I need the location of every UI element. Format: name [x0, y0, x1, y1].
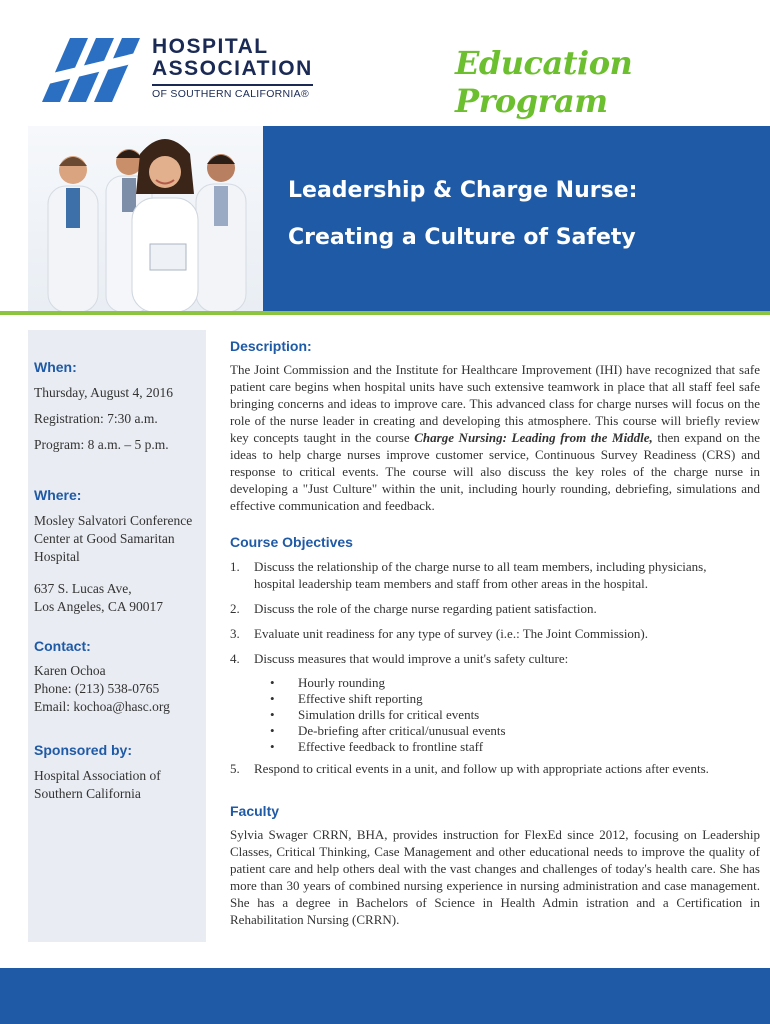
- sponsor-name: Hospital Association of Southern California: [34, 768, 161, 801]
- bullet-icon: •: [270, 675, 275, 690]
- contact-name: Karen Ochoa: [34, 663, 106, 678]
- faculty-heading: Faculty: [230, 803, 280, 819]
- description-text: [230, 361, 760, 514]
- faculty-text: Sylvia Swager CRRN, BHA, provides instruction for FlexEd since 2012, focusing on Leadership Classes, Critical Thinking, Case Management and other educational needs to improve the quality of patient care and help others deal with the vast changes and challenges of today's health care. She has more than 30 years of combined nursing experience in nursing administration and case management. She has a degree in Bachelors of Science in Health Admin istration and a Certification in Rehabilitation Nursing (CRRN).: [230, 827, 760, 927]
- objective-number: 4.: [230, 651, 240, 666]
- program-title: Education Program: [455, 44, 633, 120]
- bullet-item: [270, 707, 479, 723]
- description-heading: Description:: [230, 338, 312, 354]
- logo-line-hospital: HOSPITAL: [152, 35, 269, 58]
- hasc-logo: [40, 36, 330, 106]
- description-text-a: The Joint Commission and the Institute for Healthcare Improvement (IHI) have recognized that safe patient care begins when hospital units have such extensive teamwork in place that all staff feel safe bringing concerns and ideas to improve care. This advanced class for charge nurses will focus on the role of the nurse leader in creating and developing this atmosphere. This course will briefly review key concepts taught in the course: [230, 362, 760, 445]
- bullet-text: Effective shift reporting: [298, 691, 423, 706]
- where-city: Los Angeles, CA 90017: [34, 599, 164, 614]
- where-heading: Where:: [34, 487, 82, 503]
- banner: [0, 126, 770, 312]
- bullet-icon: •: [270, 723, 275, 738]
- where-street: 637 S. Lucas Ave,: [34, 581, 132, 596]
- logo-line-association: ASSOCIATION: [152, 57, 313, 80]
- bullet-icon: •: [270, 707, 275, 722]
- sponsor-heading: Sponsored by:: [34, 742, 133, 758]
- logo-road-icon: [40, 36, 148, 102]
- objective-4: [230, 650, 760, 667]
- bullet-item: [270, 691, 423, 707]
- when-date: Thursday, August 4, 2016: [34, 385, 173, 400]
- divider: [0, 311, 770, 315]
- objective-2: [230, 600, 760, 617]
- title-panel: [263, 126, 770, 312]
- objective-number: 1.: [230, 559, 240, 574]
- description-text-b: then expand on the ideas to help charge nurses improve customer service, Continuous Survey Readiness (CRS) and response to critical events. The course will also discuss the key roles of the charge nurse in developing a "Just Culture" within the unit, including hourly rounding, debriefing, simulations and effective communication and feedback.: [230, 430, 760, 513]
- staff-photo: [28, 126, 263, 312]
- objective-text-cont: hospital leadership team members and staff from other areas in the hospital.: [254, 576, 648, 591]
- when-heading: When:: [34, 359, 77, 375]
- course-title-line2: Creating a Culture of Safety: [288, 225, 636, 250]
- objective-text: Discuss the role of the charge nurse regarding patient satisfaction.: [254, 601, 597, 616]
- objective-number: 3.: [230, 626, 240, 641]
- contact-heading: Contact:: [34, 638, 91, 654]
- bullet-item: [270, 739, 483, 755]
- objective-3: [230, 625, 760, 642]
- course-title-line1: Leadership & Charge Nurse:: [288, 178, 638, 203]
- bullet-text: Effective feedback to frontline staff: [298, 739, 484, 754]
- contact-email[interactable]: Email: kochoa@hasc.org: [34, 699, 170, 714]
- objectives-heading: Course Objectives: [230, 534, 353, 550]
- bullet-text: Simulation drills for critical events: [298, 707, 480, 722]
- logo-line-region: OF SOUTHERN CALIFORNIA®: [152, 84, 313, 100]
- bullet-item: [270, 675, 385, 691]
- bullet-text: De-briefing after critical/unusual events: [298, 723, 506, 738]
- bullet-icon: •: [270, 739, 275, 754]
- description-course-name: Charge Nursing: Leading from the Middle,: [414, 430, 653, 445]
- when-registration: Registration: 7:30 a.m.: [34, 411, 158, 426]
- objective-number: 2.: [230, 601, 240, 616]
- bullet-icon: •: [270, 691, 275, 706]
- bullet-text: Hourly rounding: [298, 675, 386, 690]
- footer-bar: [0, 968, 770, 1024]
- objective-number: 5.: [230, 761, 240, 776]
- medical-staff-illustration: [28, 126, 263, 312]
- contact-phone: Phone: (213) 538-0765: [34, 681, 160, 696]
- objective-text: Respond to critical events in a unit, and follow up with appropriate actions after events.: [254, 761, 709, 776]
- when-program: Program: 8 a.m. – 5 p.m.: [34, 437, 169, 452]
- objective-text: Discuss measures that would improve a unit's safety culture:: [254, 651, 569, 666]
- bullet-item: [270, 723, 506, 739]
- objective-1: [230, 558, 760, 591]
- objective-text: Discuss the relationship of the charge nurse to all team members, including physicians,: [254, 559, 707, 574]
- objective-5: [230, 760, 760, 777]
- where-venue: Mosley Salvatori Conference Center at Good Samaritan Hospital: [34, 513, 193, 564]
- objective-text: Evaluate unit readiness for any type of survey (i.e.: The Joint Commission).: [254, 626, 649, 641]
